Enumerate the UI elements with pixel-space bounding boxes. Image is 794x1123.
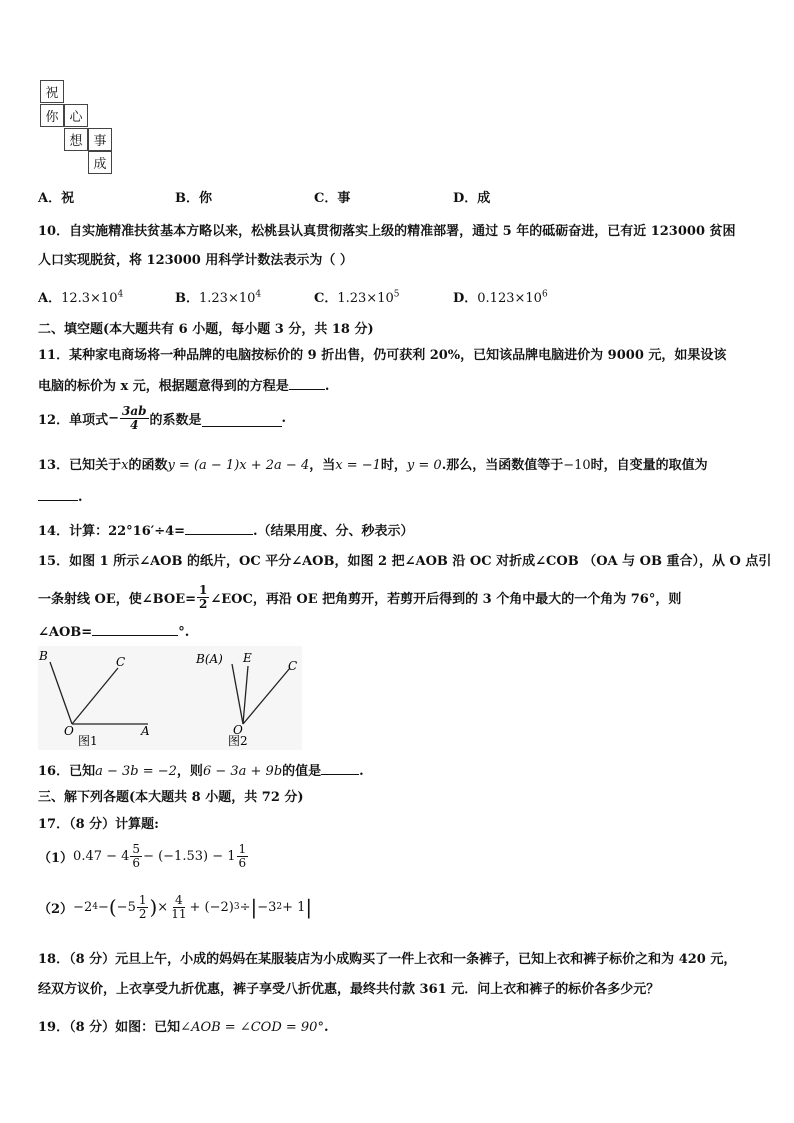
fig1-label-a: A — [141, 724, 150, 738]
fig2-label-c: C — [288, 659, 298, 673]
answer-blank — [185, 534, 253, 535]
q18-line2: 经双方议价，上衣享受九折优惠，裤子享受八折优惠，最终共付款 361 元．问上衣和裤子的标价各多少元？ — [38, 982, 660, 997]
grid-cell: 成 — [88, 151, 112, 174]
q17-p1-fraction-2: $\frac{1}{6}$ — [238, 841, 247, 870]
q10-line1: 10．自实施精准扶贫基本方略以来，松桃县认真贯彻落实上级的精准部署，通过 5 年的砥砺奋进，已有近 123000 贫困 — [38, 224, 736, 239]
answer-blank — [321, 774, 359, 775]
q9-option-b: B．你 — [175, 191, 212, 206]
q15-fraction: $\frac{1}{2}$ — [199, 582, 208, 611]
fig2-label-e: E — [243, 651, 252, 665]
q11-line2: 电脑的标价为 x 元，根据题意得到的方程是 . — [38, 379, 330, 394]
q15-line3: ∠AOB= °. — [38, 625, 190, 640]
q14: 14．计算：22°16′÷4= .（结果用度、分、秒表示） — [38, 524, 414, 539]
q10-option-c: C．$1.23\times 10^5$ — [314, 289, 400, 306]
grid-cell: 事 — [88, 128, 112, 151]
answer-blank — [92, 635, 178, 636]
q15-line1: 15．如图 1 所示∠AOB 的纸片，OC 平分∠AOB，如图 2 把∠AOB 沿 OC 对折成∠COB （OA 与 OB 重合），从 O 点引 — [38, 554, 772, 569]
grid-cell: 想 — [64, 128, 88, 151]
q16: 16．已知a − 3b = −2，则6 − 3a + 9b的值是 . — [38, 764, 364, 779]
q17-part1: （1） 0.47 − 4 $\frac{5}{6}$ − (−1.53) − 1 $\frac{1}{6}$ — [38, 841, 247, 870]
q10-option-b: B．$1.23\times 10^4$ — [175, 289, 262, 306]
fig2-label-o: O — [233, 723, 243, 737]
answer-blank — [202, 410, 282, 427]
fig1-label-b: B — [39, 649, 48, 663]
fig2-caption: 图2 — [228, 734, 248, 748]
q9-option-c: C．事 — [314, 191, 351, 206]
section-3-heading: 三、解下列各题(本大题共 8 小题，共 72 分) — [38, 790, 304, 805]
q10-option-a: A．$12.3\times 10^4$ — [38, 289, 124, 306]
q18-line1: 18．（8 分）元旦上午，小成的妈妈在某服装店为小成购买了一件上衣和一条裤子，已知上衣和裤子标价之和为 420 元， — [38, 952, 737, 967]
q11-line1: 11．某种家电商场将一种品牌的电脑按标价的 9 折出售，仍可获利 20%，已知该品牌电脑进价为 9000 元，如果设该 — [38, 348, 727, 363]
q17-p1-fraction-1: $\frac{5}{6}$ — [132, 841, 141, 870]
q9-option-d: D．成 — [453, 191, 491, 206]
q10-option-d: D．$0.123\times 10^6$ — [453, 289, 548, 306]
fig2-label-ba: B(A) — [196, 652, 223, 666]
answer-blank — [38, 500, 78, 501]
grid-cell: 你 — [40, 104, 64, 127]
fig1-caption: 图1 — [78, 734, 98, 748]
section-2-heading: 二、填空题(本大题共有 6 小题，每小题 3 分，共 18 分) — [38, 322, 374, 337]
angle-diagrams-svg — [38, 646, 302, 750]
q13-line2: . — [38, 490, 83, 505]
q17-title: 17．（8 分）计算题: — [38, 817, 159, 832]
q10-line2: 人口实现脱贫，将 123000 用科学计数法表示为（ ） — [38, 253, 353, 268]
fig1-label-o: O — [64, 724, 74, 738]
q17-p2-fraction-1: $\frac{1}{2}$ — [138, 892, 147, 921]
figure-2 — [195, 651, 297, 748]
q19: 19．（8 分）如图：已知∠AOB = ∠COD = 90°. — [38, 1020, 329, 1035]
grid-cell: 祝 — [40, 80, 64, 103]
q17-part2: （2） −2 4 − ( −5 $\frac{1}{2}$ ) × $\frac{4}{11}$ + (−2) 3 ÷ | −3 2 + 1 | — [38, 892, 313, 921]
figure-1 — [38, 649, 150, 748]
answer-blank — [289, 389, 325, 390]
q12-fraction: $\frac{3ab}{4}$ — [122, 403, 147, 432]
q17-p2-fraction-2: $\frac{4}{11}$ — [171, 892, 187, 921]
q13-line1: 13．已知关于x的函数y = (a − 1)x + 2a − 4，当x = −1时，y = 0.那么，当函数值等于−10时，自变量的取值为 — [38, 458, 708, 473]
q12: 12．单项式 − $\frac{3ab}{4}$ 的系数是 . — [38, 403, 287, 432]
q9-option-a: A．祝 — [38, 191, 75, 206]
grid-cell: 心 — [64, 104, 88, 127]
q15-line2: 一条射线 OE，使∠BOE= $\frac{1}{2}$ ∠EOC，再沿 OE 把角剪开，若剪开后得到的 3 个角中最大的一个角为 76°，则 — [38, 582, 682, 611]
q15-figures — [38, 646, 302, 750]
fig1-label-c: C — [116, 655, 126, 669]
